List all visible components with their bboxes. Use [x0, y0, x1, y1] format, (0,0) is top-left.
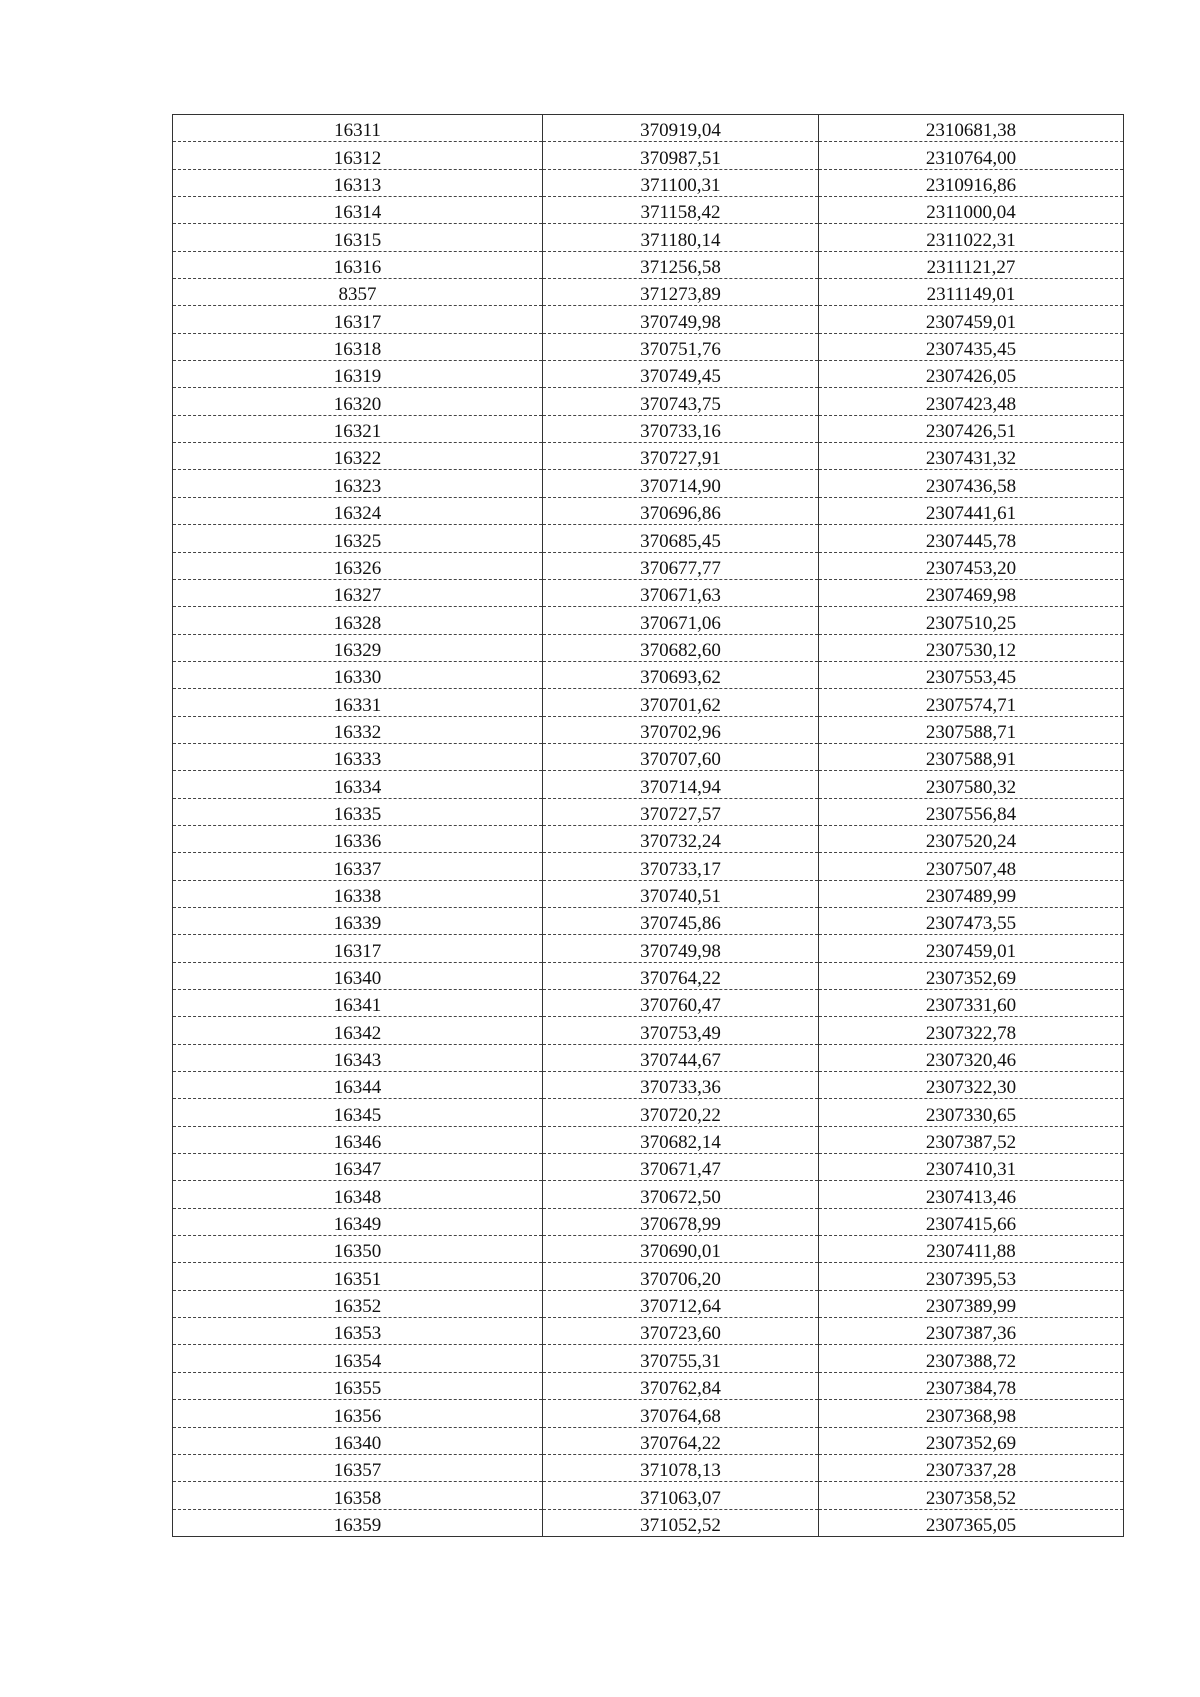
y-coordinate-cell: 2307368,98 [819, 1400, 1124, 1427]
x-coordinate-cell: 370714,90 [543, 470, 819, 497]
point-number-cell: 16320 [173, 388, 543, 415]
y-coordinate-cell: 2307588,91 [819, 743, 1124, 770]
y-coordinate-cell: 2307553,45 [819, 661, 1124, 688]
x-coordinate-cell: 371158,42 [543, 197, 819, 224]
table-row [173, 1154, 1124, 1181]
table-row [173, 1454, 1124, 1481]
table-row [173, 880, 1124, 907]
table-row [173, 825, 1124, 852]
coordinates-table [172, 114, 1124, 1537]
table-row [173, 689, 1124, 716]
x-coordinate-cell: 370755,31 [543, 1345, 819, 1372]
x-coordinate-cell: 370672,50 [543, 1181, 819, 1208]
y-coordinate-cell: 2307389,99 [819, 1290, 1124, 1317]
y-coordinate-cell: 2307445,78 [819, 525, 1124, 552]
point-number-cell: 16355 [173, 1372, 543, 1399]
table-row [173, 1482, 1124, 1509]
y-coordinate-cell: 2307320,46 [819, 1044, 1124, 1071]
table-row [173, 1263, 1124, 1290]
y-coordinate-cell: 2307520,24 [819, 825, 1124, 852]
table-row [173, 470, 1124, 497]
point-number-cell: 16353 [173, 1318, 543, 1345]
point-number-cell: 16338 [173, 880, 543, 907]
table-row [173, 1044, 1124, 1071]
table-row [173, 1509, 1124, 1536]
y-coordinate-cell: 2307469,98 [819, 579, 1124, 606]
y-coordinate-cell: 2311149,01 [819, 279, 1124, 306]
x-coordinate-cell: 370762,84 [543, 1372, 819, 1399]
point-number-cell: 16359 [173, 1509, 543, 1536]
point-number-cell: 16347 [173, 1154, 543, 1181]
y-coordinate-cell: 2307387,36 [819, 1318, 1124, 1345]
x-coordinate-cell: 370671,06 [543, 607, 819, 634]
table-row [173, 306, 1124, 333]
y-coordinate-cell: 2307337,28 [819, 1454, 1124, 1481]
table-row [173, 935, 1124, 962]
x-coordinate-cell: 370751,76 [543, 333, 819, 360]
point-number-cell: 16357 [173, 1454, 543, 1481]
point-number-cell: 16354 [173, 1345, 543, 1372]
point-number-cell: 16339 [173, 907, 543, 934]
y-coordinate-cell: 2307410,31 [819, 1154, 1124, 1181]
point-number-cell: 16321 [173, 415, 543, 442]
table-row [173, 661, 1124, 688]
y-coordinate-cell: 2307453,20 [819, 552, 1124, 579]
y-coordinate-cell: 2307441,61 [819, 497, 1124, 524]
y-coordinate-cell: 2307331,60 [819, 990, 1124, 1017]
table-row [173, 1099, 1124, 1126]
y-coordinate-cell: 2307473,55 [819, 907, 1124, 934]
point-number-cell: 16335 [173, 798, 543, 825]
x-coordinate-cell: 371100,31 [543, 169, 819, 196]
x-coordinate-cell: 370919,04 [543, 115, 819, 142]
y-coordinate-cell: 2310681,38 [819, 115, 1124, 142]
point-number-cell: 16317 [173, 306, 543, 333]
point-number-cell: 16325 [173, 525, 543, 552]
point-number-cell: 16317 [173, 935, 543, 962]
point-number-cell: 16324 [173, 497, 543, 524]
y-coordinate-cell: 2307358,52 [819, 1482, 1124, 1509]
x-coordinate-cell: 370727,57 [543, 798, 819, 825]
table-row [173, 1427, 1124, 1454]
point-number-cell: 16316 [173, 251, 543, 278]
point-number-cell: 16329 [173, 634, 543, 661]
y-coordinate-cell: 2307352,69 [819, 962, 1124, 989]
point-number-cell: 16332 [173, 716, 543, 743]
point-number-cell: 16358 [173, 1482, 543, 1509]
x-coordinate-cell: 371052,52 [543, 1509, 819, 1536]
point-number-cell: 16351 [173, 1263, 543, 1290]
point-number-cell: 16342 [173, 1017, 543, 1044]
y-coordinate-cell: 2307507,48 [819, 853, 1124, 880]
point-number-cell: 16327 [173, 579, 543, 606]
x-coordinate-cell: 370743,75 [543, 388, 819, 415]
y-coordinate-cell: 2307574,71 [819, 689, 1124, 716]
table-row [173, 552, 1124, 579]
x-coordinate-cell: 371273,89 [543, 279, 819, 306]
y-coordinate-cell: 2307387,52 [819, 1126, 1124, 1153]
point-number-cell: 16314 [173, 197, 543, 224]
table-row [173, 716, 1124, 743]
y-coordinate-cell: 2311121,27 [819, 251, 1124, 278]
x-coordinate-cell: 370733,36 [543, 1072, 819, 1099]
point-number-cell: 16323 [173, 470, 543, 497]
table-row [173, 1208, 1124, 1235]
x-coordinate-cell: 370744,67 [543, 1044, 819, 1071]
y-coordinate-cell: 2311000,04 [819, 197, 1124, 224]
table-row [173, 1236, 1124, 1263]
x-coordinate-cell: 370678,99 [543, 1208, 819, 1235]
y-coordinate-cell: 2307431,32 [819, 443, 1124, 470]
y-coordinate-cell: 2307435,45 [819, 333, 1124, 360]
table-row [173, 1017, 1124, 1044]
x-coordinate-cell: 370987,51 [543, 142, 819, 169]
point-number-cell: 16341 [173, 990, 543, 1017]
point-number-cell: 16330 [173, 661, 543, 688]
x-coordinate-cell: 370764,22 [543, 1427, 819, 1454]
y-coordinate-cell: 2307459,01 [819, 306, 1124, 333]
table-row [173, 388, 1124, 415]
y-coordinate-cell: 2311022,31 [819, 224, 1124, 251]
point-number-cell: 16326 [173, 552, 543, 579]
x-coordinate-cell: 370727,91 [543, 443, 819, 470]
point-number-cell: 16348 [173, 1181, 543, 1208]
y-coordinate-cell: 2307530,12 [819, 634, 1124, 661]
x-coordinate-cell: 371180,14 [543, 224, 819, 251]
point-number-cell: 16313 [173, 169, 543, 196]
point-number-cell: 16318 [173, 333, 543, 360]
x-coordinate-cell: 370764,68 [543, 1400, 819, 1427]
table-row [173, 169, 1124, 196]
y-coordinate-cell: 2307436,58 [819, 470, 1124, 497]
table-row [173, 798, 1124, 825]
y-coordinate-cell: 2307411,88 [819, 1236, 1124, 1263]
point-number-cell: 16350 [173, 1236, 543, 1263]
table-row [173, 1400, 1124, 1427]
y-coordinate-cell: 2307330,65 [819, 1099, 1124, 1126]
point-number-cell: 16315 [173, 224, 543, 251]
x-coordinate-cell: 370749,45 [543, 361, 819, 388]
x-coordinate-cell: 370671,47 [543, 1154, 819, 1181]
coordinates-table-body [173, 115, 1124, 1537]
table-row [173, 1126, 1124, 1153]
table-row [173, 607, 1124, 634]
y-coordinate-cell: 2310764,00 [819, 142, 1124, 169]
point-number-cell: 16345 [173, 1099, 543, 1126]
y-coordinate-cell: 2307588,71 [819, 716, 1124, 743]
point-number-cell: 8357 [173, 279, 543, 306]
table-row [173, 853, 1124, 880]
x-coordinate-cell: 370753,49 [543, 1017, 819, 1044]
y-coordinate-cell: 2307365,05 [819, 1509, 1124, 1536]
table-row [173, 579, 1124, 606]
table-row [173, 333, 1124, 360]
table-row [173, 361, 1124, 388]
point-number-cell: 16340 [173, 962, 543, 989]
y-coordinate-cell: 2307510,25 [819, 607, 1124, 634]
point-number-cell: 16346 [173, 1126, 543, 1153]
x-coordinate-cell: 370707,60 [543, 743, 819, 770]
x-coordinate-cell: 370733,16 [543, 415, 819, 442]
x-coordinate-cell: 370720,22 [543, 1099, 819, 1126]
point-number-cell: 16349 [173, 1208, 543, 1235]
x-coordinate-cell: 370685,45 [543, 525, 819, 552]
table-row [173, 1318, 1124, 1345]
x-coordinate-cell: 370696,86 [543, 497, 819, 524]
x-coordinate-cell: 370749,98 [543, 306, 819, 333]
y-coordinate-cell: 2307322,78 [819, 1017, 1124, 1044]
x-coordinate-cell: 370682,60 [543, 634, 819, 661]
point-number-cell: 16311 [173, 115, 543, 142]
point-number-cell: 16337 [173, 853, 543, 880]
table-row [173, 525, 1124, 552]
table-row [173, 197, 1124, 224]
table-row [173, 251, 1124, 278]
x-coordinate-cell: 371078,13 [543, 1454, 819, 1481]
x-coordinate-cell: 370723,60 [543, 1318, 819, 1345]
x-coordinate-cell: 370712,64 [543, 1290, 819, 1317]
y-coordinate-cell: 2307489,99 [819, 880, 1124, 907]
x-coordinate-cell: 370677,77 [543, 552, 819, 579]
table-row [173, 634, 1124, 661]
point-number-cell: 16322 [173, 443, 543, 470]
y-coordinate-cell: 2307426,05 [819, 361, 1124, 388]
table-row [173, 1345, 1124, 1372]
table-row [173, 743, 1124, 770]
y-coordinate-cell: 2307415,66 [819, 1208, 1124, 1235]
table-row [173, 1181, 1124, 1208]
point-number-cell: 16334 [173, 771, 543, 798]
x-coordinate-cell: 370732,24 [543, 825, 819, 852]
point-number-cell: 16319 [173, 361, 543, 388]
x-coordinate-cell: 370701,62 [543, 689, 819, 716]
point-number-cell: 16356 [173, 1400, 543, 1427]
point-number-cell: 16343 [173, 1044, 543, 1071]
table-row [173, 907, 1124, 934]
table-row [173, 142, 1124, 169]
x-coordinate-cell: 370702,96 [543, 716, 819, 743]
x-coordinate-cell: 370714,94 [543, 771, 819, 798]
point-number-cell: 16331 [173, 689, 543, 716]
point-number-cell: 16328 [173, 607, 543, 634]
table-row [173, 497, 1124, 524]
point-number-cell: 16336 [173, 825, 543, 852]
point-number-cell: 16312 [173, 142, 543, 169]
table-row [173, 224, 1124, 251]
x-coordinate-cell: 370671,63 [543, 579, 819, 606]
x-coordinate-cell: 370693,62 [543, 661, 819, 688]
point-number-cell: 16352 [173, 1290, 543, 1317]
y-coordinate-cell: 2307388,72 [819, 1345, 1124, 1372]
y-coordinate-cell: 2310916,86 [819, 169, 1124, 196]
x-coordinate-cell: 370745,86 [543, 907, 819, 934]
table-row [173, 415, 1124, 442]
x-coordinate-cell: 370764,22 [543, 962, 819, 989]
x-coordinate-cell: 370740,51 [543, 880, 819, 907]
x-coordinate-cell: 370749,98 [543, 935, 819, 962]
y-coordinate-cell: 2307580,32 [819, 771, 1124, 798]
table-row [173, 115, 1124, 142]
x-coordinate-cell: 371256,58 [543, 251, 819, 278]
y-coordinate-cell: 2307423,48 [819, 388, 1124, 415]
y-coordinate-cell: 2307395,53 [819, 1263, 1124, 1290]
y-coordinate-cell: 2307384,78 [819, 1372, 1124, 1399]
table-row [173, 962, 1124, 989]
table-row [173, 1290, 1124, 1317]
x-coordinate-cell: 370690,01 [543, 1236, 819, 1263]
table-row [173, 1372, 1124, 1399]
x-coordinate-cell: 370760,47 [543, 990, 819, 1017]
x-coordinate-cell: 370706,20 [543, 1263, 819, 1290]
y-coordinate-cell: 2307322,30 [819, 1072, 1124, 1099]
point-number-cell: 16340 [173, 1427, 543, 1454]
point-number-cell: 16344 [173, 1072, 543, 1099]
table-row [173, 279, 1124, 306]
y-coordinate-cell: 2307459,01 [819, 935, 1124, 962]
y-coordinate-cell: 2307413,46 [819, 1181, 1124, 1208]
table-row [173, 443, 1124, 470]
point-number-cell: 16333 [173, 743, 543, 770]
x-coordinate-cell: 370682,14 [543, 1126, 819, 1153]
x-coordinate-cell: 370733,17 [543, 853, 819, 880]
table-row [173, 990, 1124, 1017]
y-coordinate-cell: 2307426,51 [819, 415, 1124, 442]
y-coordinate-cell: 2307352,69 [819, 1427, 1124, 1454]
table-row [173, 1072, 1124, 1099]
table-row [173, 771, 1124, 798]
y-coordinate-cell: 2307556,84 [819, 798, 1124, 825]
x-coordinate-cell: 371063,07 [543, 1482, 819, 1509]
